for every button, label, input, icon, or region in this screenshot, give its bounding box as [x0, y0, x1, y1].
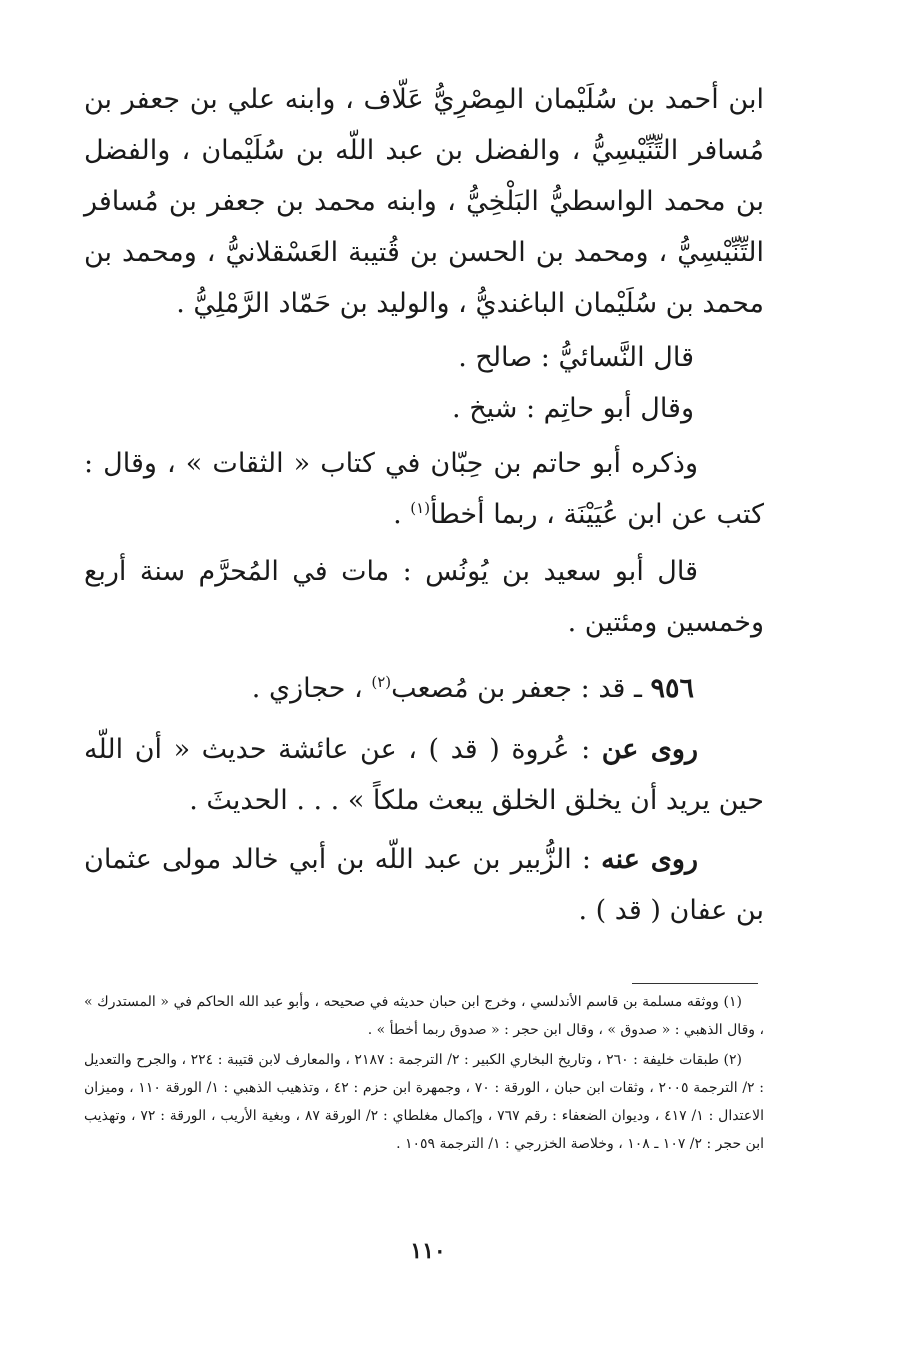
entry-number: ٩٥٦ [650, 673, 694, 704]
nasai-opinion: قال النَّسائيُّ : صالح . [458, 342, 694, 373]
footnote-2: (٢) طبقات خليفة : ٢٦٠ ، وتاريخ البخاري الكبير : ٢/ الترجمة : ٢١٨٧ ، والمعارف لابن قتيبة : ٢٢٤ ، والجرح والتعديل : ٢/ الترجمة ٢٠٠٥ ، وثقات ابن حبان ، الورقة : ٧٠ ، وجمهرة ابن حزم : ٤٢ ، وتذهيب الذهبي : ١/ الورقة ١١٠ ، وميزان الاعتدال : ١/ ٤١٧ ، وديوان الضعفاء : رقم ٧٦٧ ، وإكمال مغلطاي : ٢/ الورقة ٨٧ ، وبغية الأريب ، الورقة : ٧٢ ، وتهذيب ابن حجر : ٢/ ١٠٧ ـ ١٠٨ ، وخلاصة الخزرجي : ١/ الترجمة ١٠٥٩ . [84, 1052, 765, 1152]
footnote-ref-1: (١) [410, 499, 431, 517]
rawa-anhu-text: : الزُّبير بن عبد اللّه بن أبي خالد مولى عثمان بن عفان ( قد ) . [84, 844, 764, 926]
rawa-an-paragraph [84, 724, 764, 826]
ibn-hibban-end: . [393, 499, 411, 530]
rawa-an-text: : عُروة ( قد ) ، عن عائشة حديث « أن اللّه حين يريد أن يخلق الخلق يبعث ملكاً » . . . الحديثَ . [84, 734, 764, 816]
rawa-an-label: روى عن [601, 734, 698, 765]
rawa-anhu-label: روى عنه [601, 844, 699, 875]
ibn-yunus-paragraph: قال أبو سعيد بن يُونُس : مات في المُحرَّم سنة أربع وخمسين ومئتين . [84, 556, 764, 638]
footnote-divider [632, 983, 758, 984]
footnote-ref-2: (٢) [371, 673, 392, 691]
footnote-1: (١) ووثقه مسلمة بن قاسم الأندلسي ، وخرج ابن حبان حديثه في صحيحه ، وأبو عبد الله الحاكم في « المستدرك » ، وقال الذهبي : « صدوق » ، وقال ابن حجر : « صدوق ربما أخطأ » . [84, 994, 764, 1038]
entry-dash: ـ [625, 673, 651, 704]
ibn-hibban-text: وذكره أبو حاتم بن حِبّان في كتاب « الثقات » ، وقال : كتب عن ابن عُيَيْنَة ، ربما أخطأ [84, 448, 764, 530]
entry-heading [14, 663, 694, 714]
abu-hatim-opinion: وقال أبو حاتِم : شيخ . [452, 393, 694, 424]
rawa-anhu-paragraph [84, 834, 764, 936]
narrators-list-paragraph: ابن أحمد بن سُلَيْمان المِصْرِيُّ عَلّاف ، وابنه علي بن جعفر بن مُسافر التِّنِّيْسِيُّ ، والفضل بن عبد اللّه بن سُلَيْمان ، والفضل بن محمد الواسطيُّ البَلْخِيُّ ، وابنه محمد بن جعفر بن مُسافر التِّنِّيْسِيُّ ، ومحمد بن الحسن بن قُتيبة العَسْقلانيُّ ، ومحمد بن محمد بن سُلَيْمان الباغنديُّ ، والوليد بن حَمّاد الرَّمْلِيُّ . [84, 84, 764, 319]
entry-name: قد : جعفر بن مُصعب [391, 673, 626, 704]
entry-origin: ، حجازي . [251, 673, 372, 704]
ibn-hibban-paragraph [84, 438, 764, 540]
page-number: ١١٠ [410, 1238, 446, 1264]
